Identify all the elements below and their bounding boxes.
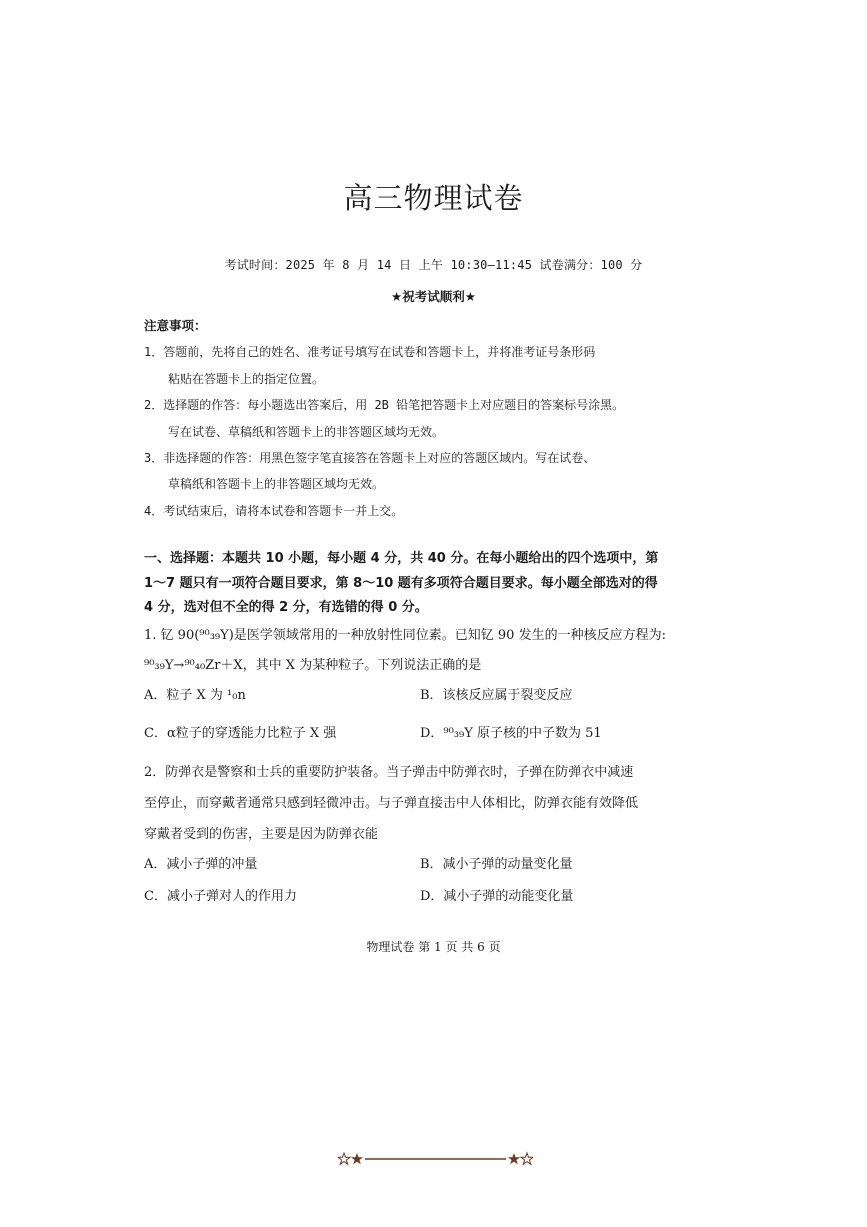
page-footer: 物理试卷 第 1 页 共 6 页 — [366, 940, 501, 954]
section-1-heading-line-3: 4 分，选对但不全的得 2 分，有选错的得 0 分。 — [144, 600, 428, 615]
question-1-option-c: C．α粒子的穿透能力比粒子 X 强 — [144, 726, 337, 741]
question-2-option-a: A．减小子弹的冲量 — [144, 857, 258, 872]
notice-item-4-line-1: 4．考试结束后，请将本试卷和答题卡一并上交。 — [144, 504, 404, 518]
notice-item-2-line-1: 2．选择题的作答：每小题选出答案后，用 2B 铅笔把答题卡上对应题目的答案标号涂黑。 — [144, 398, 625, 412]
question-1-option-a: A．粒子 X 为 ¹₀n — [144, 688, 246, 703]
good-luck-banner: ★祝考试顺利★ — [391, 289, 476, 304]
page-title: 高三物理试卷 — [343, 181, 524, 215]
notice-item-3-line-1: 3．非选择题的作答：用黑色签字笔直接答在答题卡上对应的答题区域内。写在试卷、 — [144, 451, 596, 465]
question-2-option-d: D．减小子弹的动能变化量 — [420, 889, 574, 904]
question-1-line-1: 1. 钇 90(⁹⁰₃₉Y)是医学领域常用的一种放射性同位素。已知钇 90 发生的一种核反应方程为: — [144, 628, 666, 643]
question-1-option-d: D．⁹⁰₃₉Y 原子核的中子数为 51 — [420, 726, 602, 741]
section-1-heading-line-1: 一、选择题：本题共 10 小题，每小题 4 分，共 40 分。在每小题给出的四个选项中，第 — [144, 551, 659, 566]
question-2-line-2: 至停止，而穿戴者通常只感到轻微冲击。与子弹直接击中人体相比，防弹衣能有效降低 — [144, 796, 639, 811]
notice-item-1-line-1: 1．答题前，先将自己的姓名、准考证号填写在试卷和答题卡上，并将准考证号条形码 — [144, 345, 596, 359]
notice-item-2-line-2: 写在试卷、草稿纸和答题卡上的非答题区域均无效。 — [168, 425, 445, 439]
notice-heading: 注意事项： — [144, 318, 207, 333]
question-2-option-c: C．减小子弹对人的作用力 — [144, 889, 297, 904]
question-2-line-3: 穿戴者受到的伤害，主要是因为防弹衣能 — [144, 827, 379, 842]
question-1-option-b: B．该核反应属于裂变反应 — [420, 688, 573, 703]
question-2-option-b: B．减小子弹的动量变化量 — [420, 857, 573, 872]
exam-info: 考试时间：2025 年 8 月 14 日 上午 10:30—11:45 试卷满分：100 分 — [224, 258, 643, 272]
section-1-heading-line-2: 1～7 题只有一项符合题目要求，第 8～10 题有多项符合题目要求。每小题全部选对的得 — [144, 576, 658, 591]
notice-item-1-line-2: 粘贴在答题卡上的指定位置。 — [168, 372, 325, 386]
star-rule-ornament-icon — [338, 1151, 533, 1167]
notice-item-3-line-2: 草稿纸和答题卡上的非答题区域均无效。 — [168, 477, 385, 491]
question-2-line-1: 2．防弹衣是警察和士兵的重要防护装备。当子弹击中防弹衣时，子弹在防弹衣中减速 — [144, 765, 634, 780]
question-1-line-2: ⁹⁰₃₉Y→⁹⁰₄₀Zr＋X，其中 X 为某种粒子。下列说法正确的是 — [144, 658, 482, 673]
